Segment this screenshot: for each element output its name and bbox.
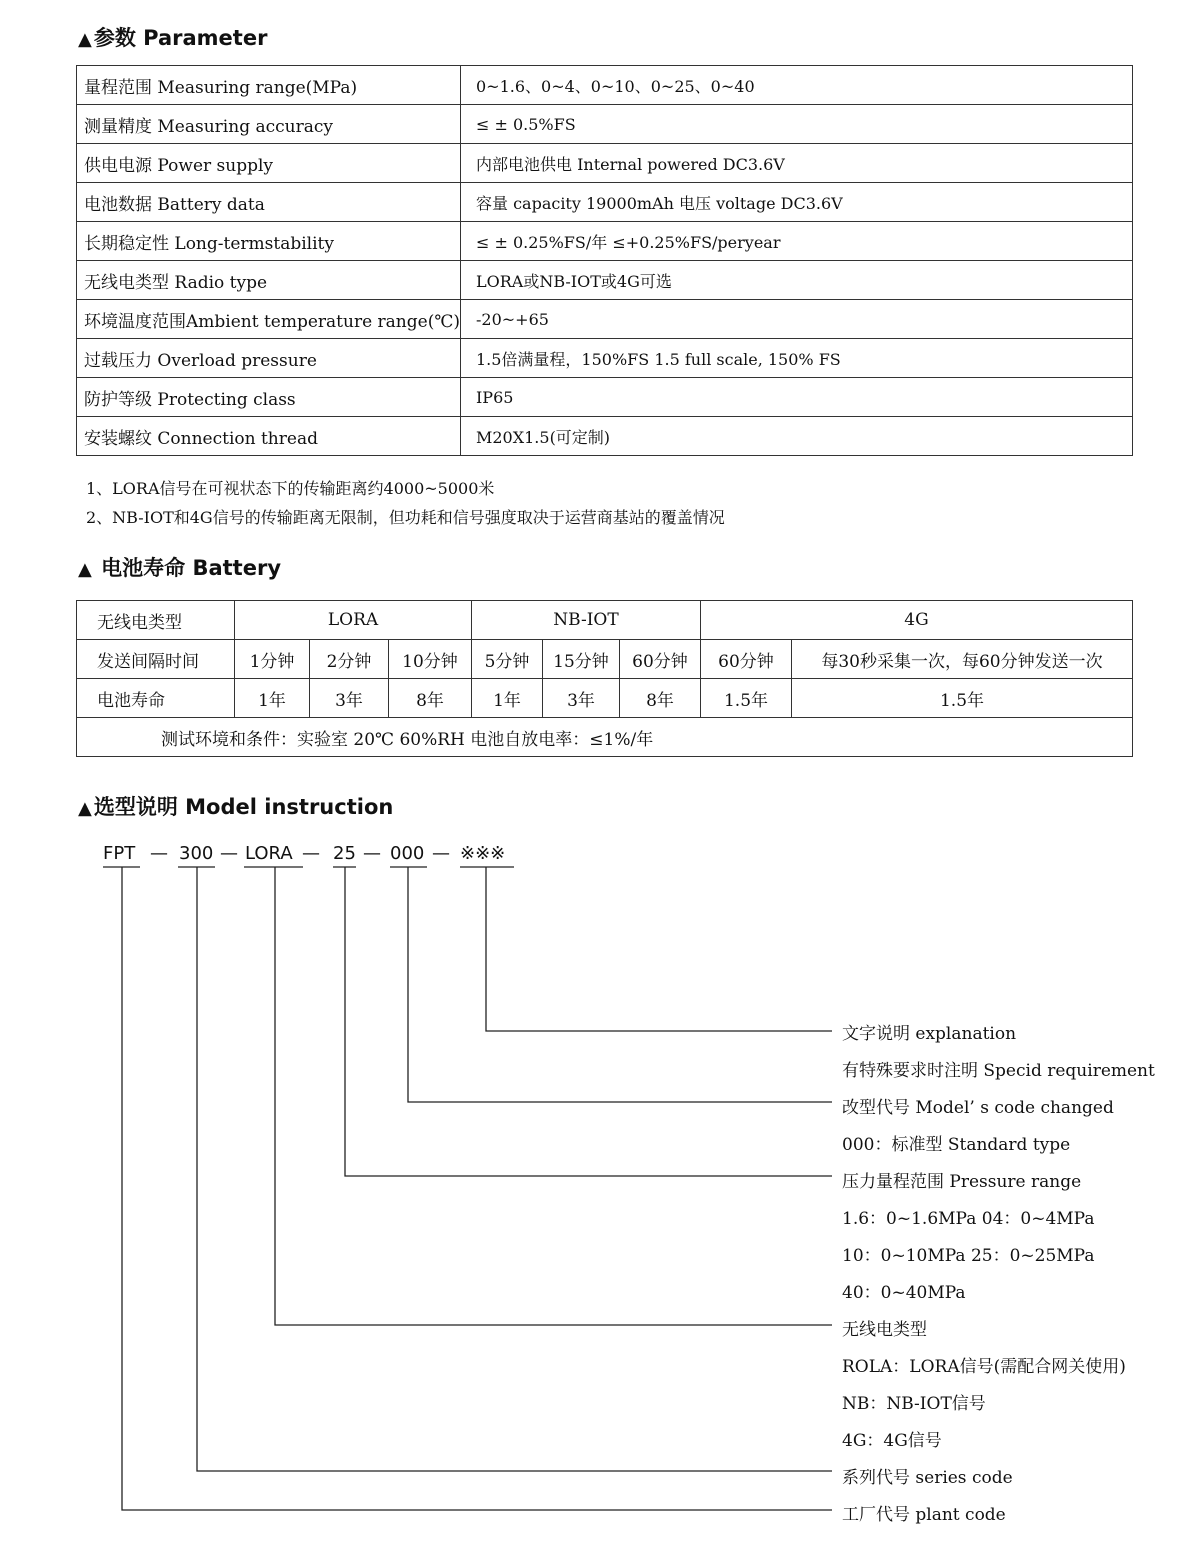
explanation-line: NB：NB-IOT信号 [842, 1394, 986, 1414]
parameter-value: 内部电池供电 Internal powered DC3.6V [460, 144, 1132, 183]
life-cell: 3年 [543, 679, 620, 718]
interval-cell: 每30秒采集一次，每60分钟发送一次 [792, 640, 1133, 679]
parameter-label: 无线电类型 Radio type [77, 261, 461, 300]
explanation-line: 文字说明 explanation [842, 1024, 1017, 1044]
leader-range [345, 867, 832, 1176]
triangle-icon: ▲ [78, 559, 92, 580]
interval-cell: 2分钟 [310, 640, 389, 679]
code-segment-range: 25 [333, 843, 356, 864]
note-1: 1、LORA信号在可视状态下的传输距离约4000~5000米 [86, 479, 495, 498]
parameter-label: 长期稳定性 Long-termstability [77, 222, 461, 261]
parameter-value: -20~+65 [460, 300, 1132, 339]
explanation-line: 1.6：0~1.6MPa 04：0~4MPa [842, 1209, 1095, 1229]
leader-plant [122, 867, 832, 1510]
code-dash: — [302, 843, 320, 864]
code-dash: — [363, 843, 381, 864]
life-cell: 1.5年 [701, 679, 792, 718]
life-cell: 1年 [472, 679, 543, 718]
parameter-value: ≤ ± 0.25%FS/年 ≤+0.25%FS/peryear [460, 222, 1132, 261]
leader-radio [275, 867, 832, 1325]
triangle-icon: ▲ [78, 29, 92, 50]
triangle-icon: ▲ [78, 798, 92, 819]
interval-cell: 15分钟 [543, 640, 620, 679]
explanation-line: 无线电类型 [842, 1320, 927, 1340]
parameter-value: 0~1.6、0~4、0~10、0~25、0~40 [460, 66, 1132, 105]
parameter-value: IP65 [460, 378, 1132, 417]
explanation-line: 000：标准型 Standard type [842, 1135, 1071, 1155]
parameter-value: 容量 capacity 19000mAh 电压 voltage DC3.6V [460, 183, 1132, 222]
parameter-value: ≤ ± 0.5%FS [460, 105, 1132, 144]
parameter-label: 防护等级 Protecting class [77, 378, 461, 417]
explanation-line: 改型代号 Model’ s code changed [842, 1098, 1114, 1118]
leader-series [197, 867, 832, 1471]
parameter-label: 供电电源 Power supply [77, 144, 461, 183]
explanation-line: ROLA：LORA信号(需配合网关使用) [842, 1357, 1126, 1377]
parameter-label: 电池数据 Battery data [77, 183, 461, 222]
radio-type-label: 无线电类型 [77, 601, 235, 640]
life-cell: 1.5年 [792, 679, 1133, 718]
interval-cell: 1分钟 [235, 640, 310, 679]
parameter-heading: ▲参数 Parameter [78, 26, 268, 50]
interval-label: 发送间隔时间 [77, 640, 235, 679]
explanation-line: 10：0~10MPa 25：0~25MPa [842, 1246, 1095, 1266]
interval-cell: 60分钟 [620, 640, 701, 679]
model-heading: ▲选型说明 Model instruction [78, 795, 394, 819]
parameter-value: M20X1.5(可定制) [460, 417, 1132, 456]
life-cell: 1年 [235, 679, 310, 718]
test-conditions: 测试环境和条件：实验室 20℃ 60%RH 电池自放电率：≤1%/年 [77, 718, 1133, 757]
interval-cell: 60分钟 [701, 640, 792, 679]
explanation-line: 40：0~40MPa [842, 1283, 966, 1303]
parameter-label: 环境温度范围Ambient temperature range(℃) [77, 300, 461, 339]
group-4g: 4G [701, 601, 1133, 640]
interval-cell: 5分钟 [472, 640, 543, 679]
parameter-label: 测量精度 Measuring accuracy [77, 105, 461, 144]
parameter-value: 1.5倍满量程，150%FS 1.5 full scale, 150% FS [460, 339, 1132, 378]
parameter-value: LORA或NB-IOT或4G可选 [460, 261, 1132, 300]
explanation-line: 有特殊要求时注明 Specid requirement [842, 1061, 1155, 1081]
code-dash: — [150, 843, 168, 864]
note-2: 2、NB-IOT和4G信号的传输距离无限制，但功耗和信号强度取决于运营商基站的覆盖情况 [86, 508, 725, 527]
explanation-line: 压力量程范围 Pressure range [842, 1172, 1082, 1192]
battery-heading: ▲ 电池寿命 Battery [78, 556, 282, 580]
parameter-label: 过载压力 Overload pressure [77, 339, 461, 378]
group-nbiot: NB-IOT [472, 601, 701, 640]
life-cell: 8年 [389, 679, 472, 718]
life-cell: 3年 [310, 679, 389, 718]
life-label: 电池寿命 [77, 679, 235, 718]
code-dash: — [432, 843, 450, 864]
code-dash: — [220, 843, 238, 864]
interval-cell: 10分钟 [389, 640, 472, 679]
leader-modification [408, 867, 832, 1102]
parameter-label: 量程范围 Measuring range(MPa) [77, 66, 461, 105]
parameter-label: 安装螺纹 Connection thread [77, 417, 461, 456]
explanation-line: 4G：4G信号 [842, 1431, 942, 1451]
code-segment-special: ※※※ [460, 843, 506, 864]
code-segment-plant: FPT [103, 843, 136, 864]
explanation-line: 系列代号 series code [842, 1468, 1013, 1488]
explanation-line: 工厂代号 plant code [842, 1505, 1006, 1525]
code-segment-radio: LORA [245, 843, 293, 864]
code-segment-modification: 000 [390, 843, 425, 864]
group-lora: LORA [235, 601, 472, 640]
leader-special [486, 867, 832, 1031]
code-segment-series: 300 [179, 843, 214, 864]
life-cell: 8年 [620, 679, 701, 718]
